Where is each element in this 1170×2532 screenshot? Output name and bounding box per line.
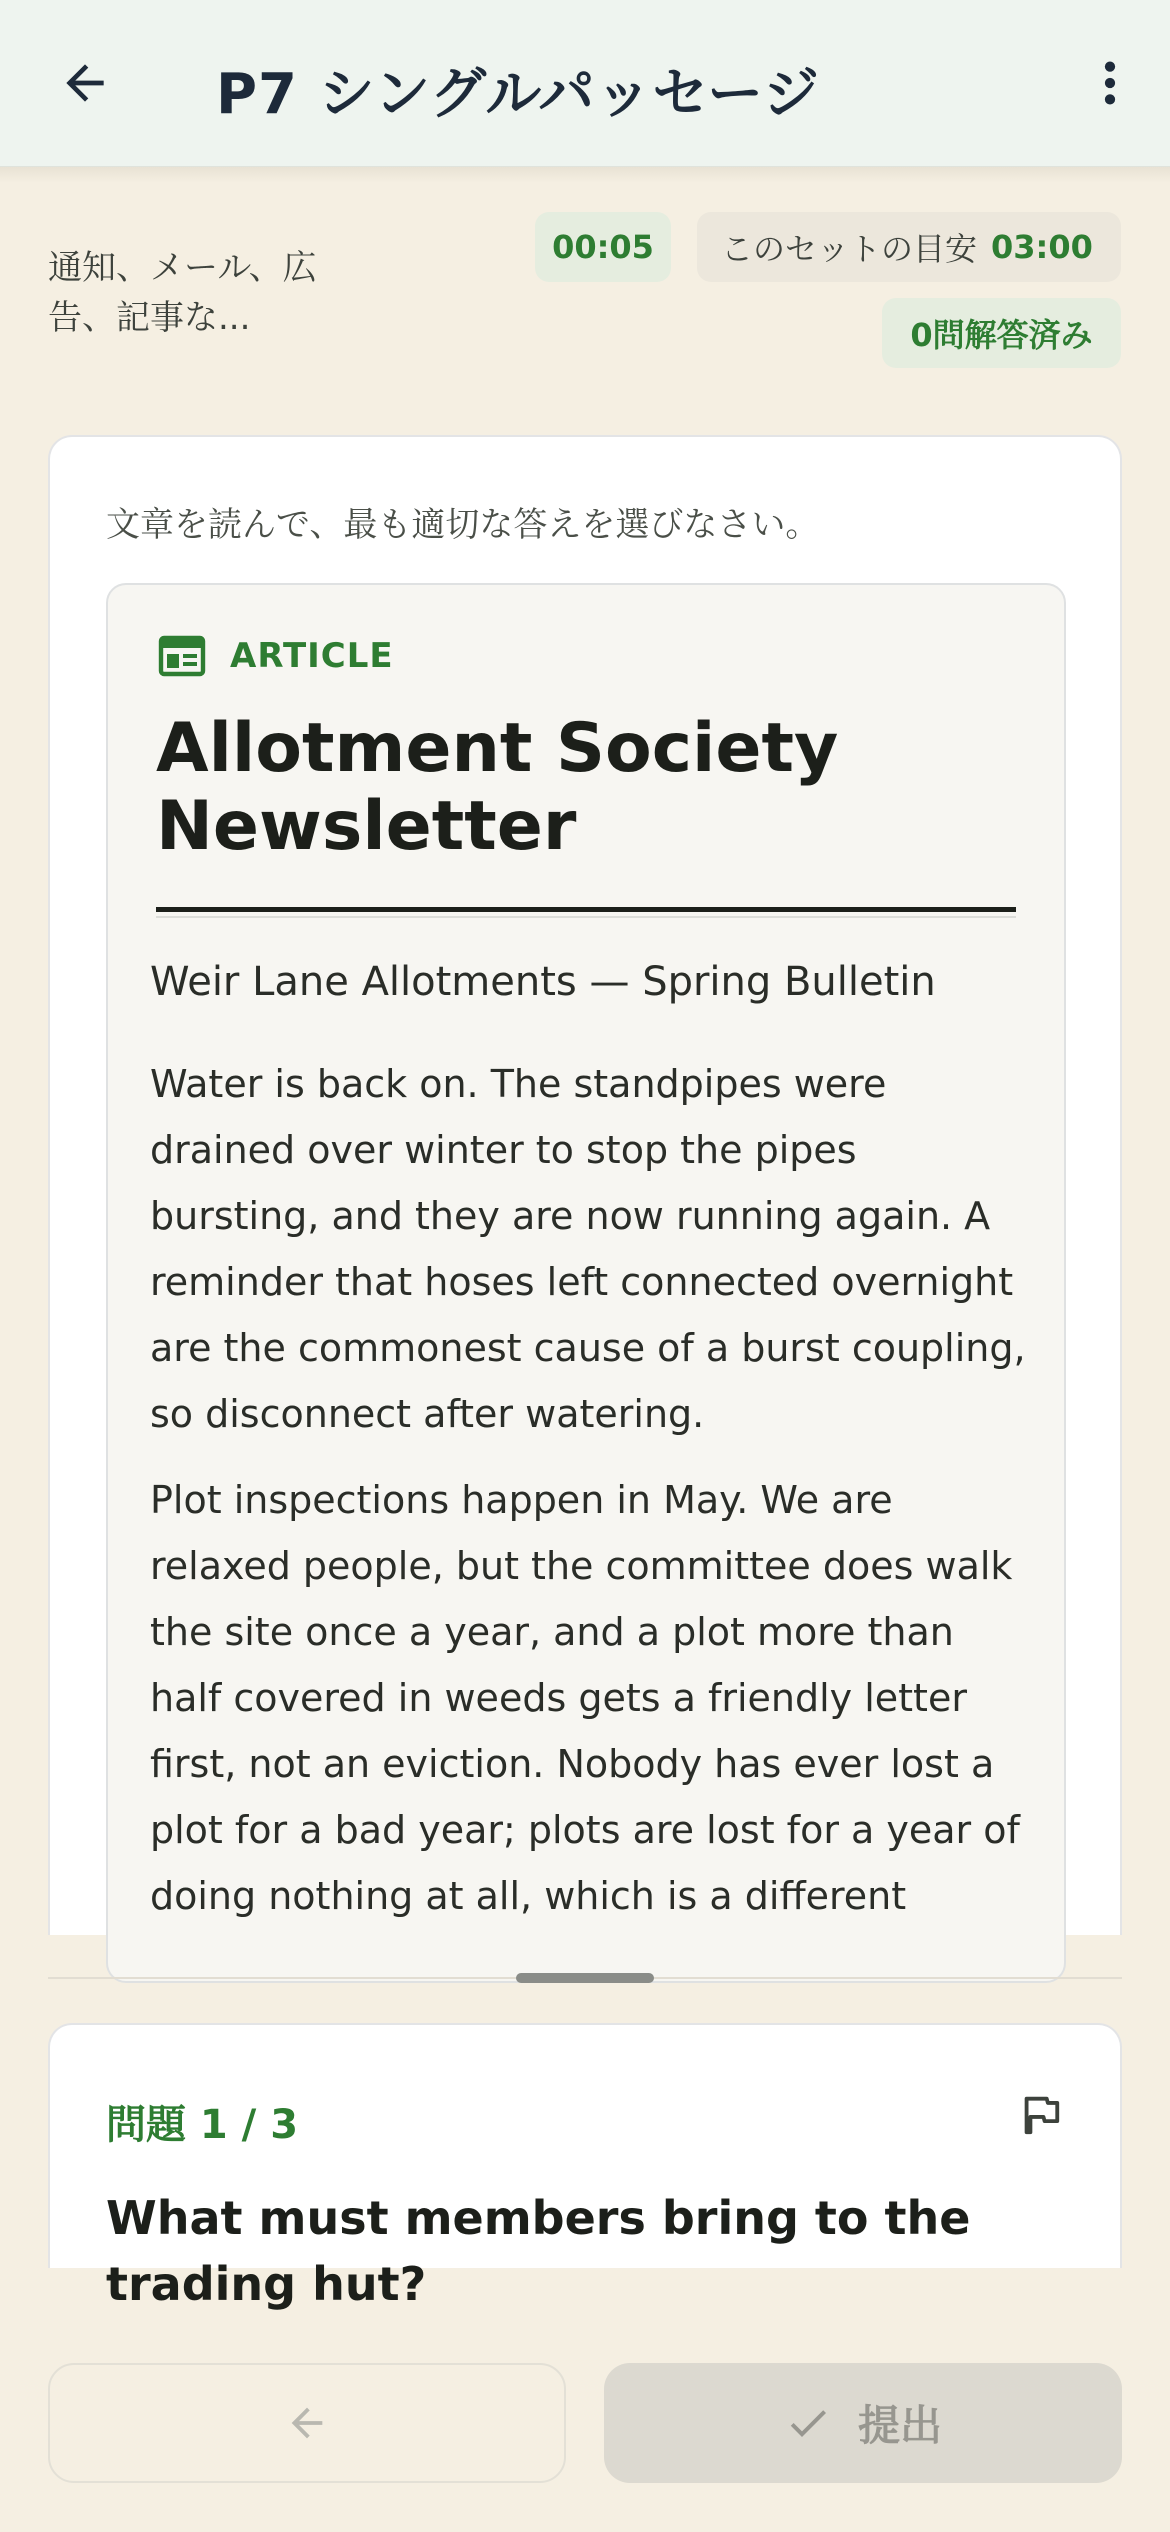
question-card[interactable] <box>48 2023 1122 2311</box>
answered-count-badge: 0問解答済み <box>882 298 1121 368</box>
instruction-text: 文章を読んで、最も適切な答えを選びなさい。 <box>106 505 820 545</box>
target-time-chip <box>697 212 1121 282</box>
back-button[interactable] <box>40 43 130 123</box>
more-options-button[interactable] <box>1080 43 1140 123</box>
question-number: 問題 1 / 3 <box>106 2102 299 2148</box>
app-bar <box>0 0 1170 167</box>
arrow-left-icon <box>57 55 113 111</box>
flag-question-button[interactable] <box>1010 2085 1070 2145</box>
article-subtitle: Weir Lane Allotments — Spring Bulletin <box>150 959 936 1005</box>
newspaper-icon <box>158 635 206 677</box>
passage-panel[interactable] <box>48 435 1122 1935</box>
target-time-value: 03:00 <box>991 228 1093 266</box>
elapsed-timer: 00:05 <box>535 212 671 282</box>
article-card <box>106 583 1066 1983</box>
resize-drag-handle[interactable] <box>516 1973 654 1983</box>
submit-button[interactable] <box>604 2363 1122 2483</box>
title-divider <box>156 907 1016 912</box>
check-icon <box>784 2399 832 2447</box>
article-paragraph: Plot inspections happen in May. We are relaxed people, but the committee does walk the site once a year, and a plot more than half covered in weeds gets a friendly letter first, not an eviction. Nobody has ever lost a plot for a bad year; plots are lost for a year of doing nothing at all, which is a different <box>150 1478 1020 1918</box>
page-title: P7 シングルパッセージ <box>216 62 821 127</box>
flag-icon <box>1017 2092 1063 2138</box>
article-tag <box>158 635 394 677</box>
arrow-left-icon <box>284 2400 330 2446</box>
article-paragraph: Water is back on. The standpipes were drained over winter to stop the pipes bursting, and they are now running again. A reminder that hoses left connected overnight are the commonest cause of a burst coupling, so disconnect after watering. <box>150 1062 1026 1436</box>
submit-label: 提出 <box>857 2401 942 2450</box>
app-bar-shadow <box>0 167 1170 183</box>
set-description: 通知、メール、広告、記事な... <box>48 248 317 338</box>
article-title: Allotment Society Newsletter <box>156 709 839 866</box>
question-text: What must members bring to the trading hut? <box>106 2191 971 2311</box>
target-time-label: このセットの目安 <box>721 230 978 268</box>
article-tag-label: ARTICLE <box>230 636 394 676</box>
previous-button[interactable] <box>48 2363 566 2483</box>
more-vert-icon <box>1082 55 1138 111</box>
title-divider-thin <box>156 916 1016 918</box>
